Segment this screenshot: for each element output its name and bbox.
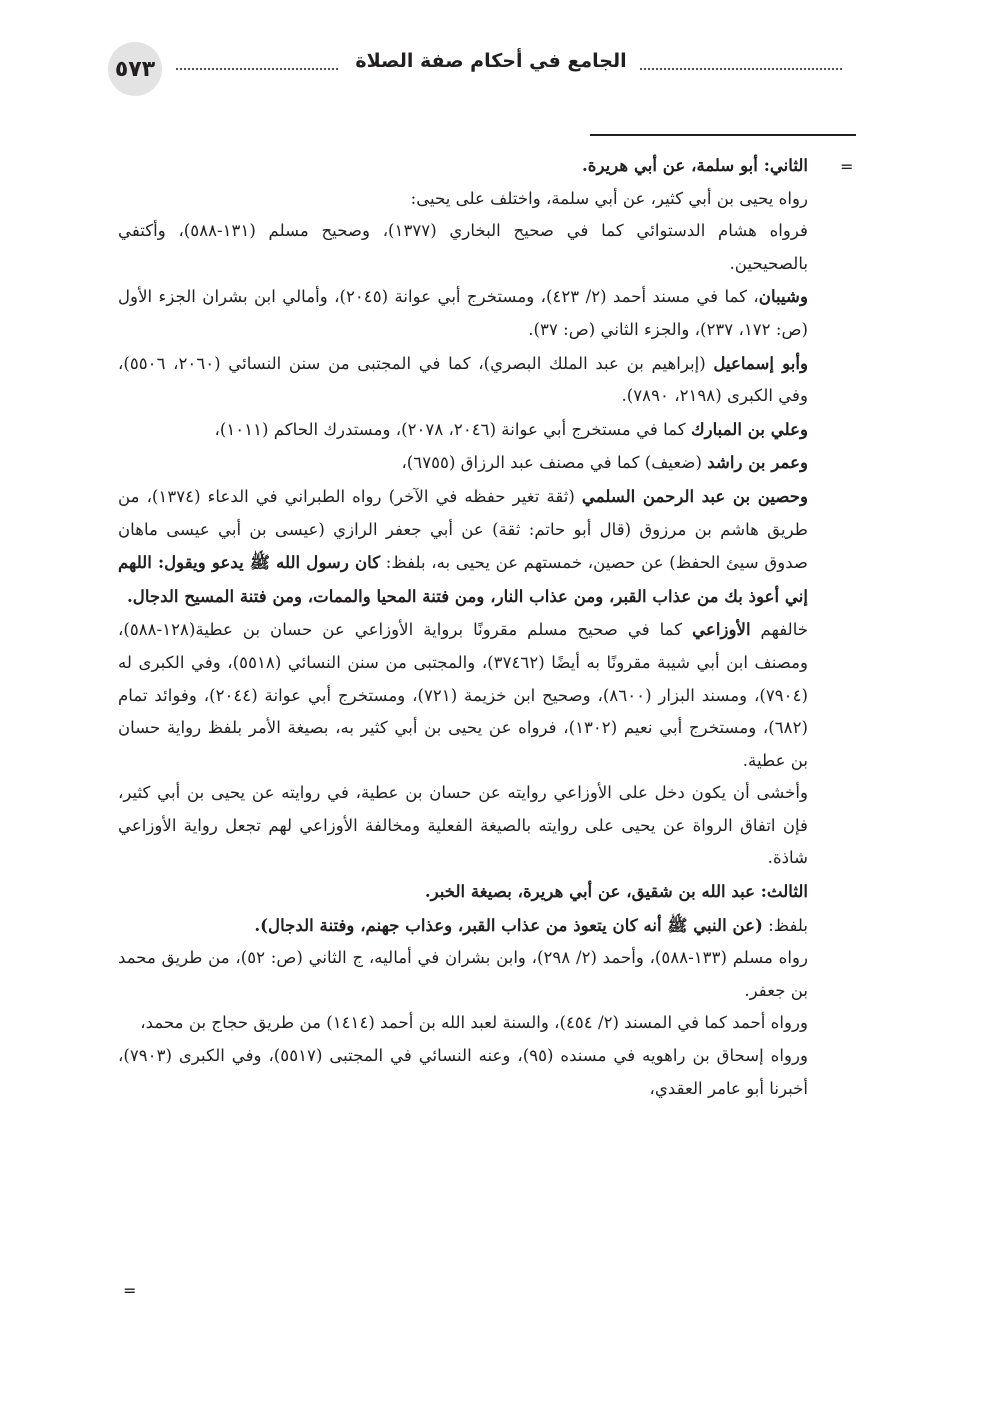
- bold-text: وشيبان: [758, 286, 808, 307]
- paragraph: [118, 480, 808, 613]
- bold-text: وعلي بن المبارك: [690, 418, 808, 439]
- text: (ضعيف) كما في مصنف عبد الرزاق (٦٧٥٥)،: [401, 453, 708, 473]
- bold-text: الثالث: عبد الله بن شقيق، عن أبي هريرة، بصيغة الخبر.: [424, 881, 808, 902]
- continuation-mark-top: =: [840, 157, 854, 176]
- header-dotted-leader-right: [640, 58, 842, 70]
- bold-text: الثاني: أبو سلمة، عن أبي هريرة.: [582, 155, 808, 175]
- paragraph: [118, 446, 808, 480]
- footnote-body: [118, 149, 808, 1105]
- text: وأخشى أن يكون دخل على الأوزاعي روايته عن حسان بن عطية، في روايته عن يحيى بن أبي كثير، فإن اتفاق الرواة عن يحيى على روايته بالصيغة الفعلية ومخالفة الأوزاعي لهم تجعل رواية الأوزاعي شاذة.: [118, 783, 808, 868]
- continuation-mark-bottom: =: [123, 1281, 137, 1300]
- text: كما في مستخرج أبي عوانة (٢٠٤٦، ٢٠٧٨)، ومستدرك الحاكم (١٠١١)،: [214, 419, 691, 439]
- paragraph: [118, 1007, 808, 1040]
- paragraph: [118, 149, 808, 183]
- bold-text: وحصين بن عبد الرحمن السلمي: [581, 485, 809, 506]
- text: فرواه هشام الدستوائي كما في صحيح البخاري (١٣٧٧)، وصحيح مسلم (١٣١-٥٨٨)، وأكتفي بالصحيحين.: [118, 221, 808, 273]
- paragraph: [118, 280, 808, 346]
- footnote-separator-rule: [590, 134, 856, 136]
- bold-text: (عن النبي ﷺ أنه كان يتعوذ من عذاب القبر، وعذاب جهنم، وفتنة الدجال).: [254, 914, 763, 935]
- paragraph: [118, 613, 808, 777]
- text: رواه مسلم (١٣٣-٥٨٨)، وأحمد (٢/ ٢٩٨)، وابن بشران في أماليه، ج الثاني (ص: ٥٢)، من طريق محمد بن جعفر.: [118, 948, 808, 1000]
- paragraph: [118, 909, 808, 943]
- page-number: ٥٧٣: [108, 42, 162, 96]
- text: (إبراهيم بن عبد الملك البصري)، كما في المجتبى من سنن النسائي (٢٠٦٠، ٥٥٠٦)، وفي الكبرى (٢١٩٨، ٧٨٩٠).: [118, 353, 808, 406]
- paragraph: [118, 183, 808, 216]
- text: (ثقة تغير حفظه في الآخر) رواه الطبراني في الدعاء (١٣٧٤)، من طريق هاشم بن مرزوق (قال أبو حاتم: ثقة) عن أبي جعفر الرازي (عيسى بن أبي عيسى ماهان صدوق سيئ الحفظ) عن حصين، خمستهم عن يحيى به، بلفظ:: [118, 486, 809, 573]
- text: ، كما في مسند أحمد (٢/ ٤٢٣)، ومستخرج أبي عوانة (٢٠٤٥)، وأمالي ابن بشران الجزء الأول (ص: ١٧٢، ٢٣٧)، والجزء الثاني (ص: ٣٧).: [118, 287, 808, 339]
- paragraph: [118, 875, 808, 909]
- paragraph: [118, 1040, 808, 1105]
- text: ورواه إسحاق بن راهويه في مسنده (٩٥)، وعنه النسائي في المجتبى (٥٥١٧)، وفي الكبرى (٧٩٠٣)، أخبرنا أبو عامر العقدي،: [118, 1046, 809, 1098]
- paragraph: [118, 347, 808, 413]
- text: رواه يحيى بن أبي كثير، عن أبي سلمة، واختلف على يحيى:: [410, 188, 808, 208]
- bold-text: وعمر بن راشد: [707, 452, 808, 473]
- paragraph: [118, 942, 808, 1007]
- text: ورواه أحمد كما في المسند (٢/ ٤٥٤)، والسنة لعبد الله بن أحمد (١٤١٤) من طريق حجاج بن محمد،: [140, 1013, 808, 1033]
- paragraph: [118, 777, 808, 875]
- bold-text: وأبو إسماعيل: [713, 352, 809, 373]
- text: كما في صحيح مسلم مقرونًا برواية الأوزاعي عن حسان بن عطية(١٢٨-٥٨٨)، ومصنف ابن أبي شيبة مقرونًا به أيضًا (٣٧٤٦٢)، والمجتبى من سنن النسائي (٥٥١٨)، وفي الكبرى له (٧٩٠٤)، ومسند البزار (٨٦٠٠)، وصحيح ابن خزيمة (٧٢١)، ومستخرج أبي عوانة (٢٠٤٤)، وفوائد تمام (٦٨٢)، ومستخرج أبي نعيم (١٣٠٢)، فرواه عن يحيى بن أبي كثير به، بصيغة الأمر بلفظ رواية حسان بن عطية.: [118, 620, 808, 770]
- text: خالفهم: [750, 620, 809, 640]
- paragraph: [118, 413, 808, 447]
- bold-text: كان رسول الله ﷺ يدعو ويقول: اللهم إني أعوذ بك من عذاب القبر، ومن عذاب النار، ومن فتنة المحيا والممات، ومن فتنة المسيح الدجال.: [118, 552, 808, 606]
- running-title: الجامع في أحكام صفة الصلاة: [355, 50, 627, 72]
- paragraph: [118, 215, 808, 280]
- bold-text: الأوزاعي: [692, 619, 751, 640]
- text: بلفظ:: [762, 915, 808, 935]
- header-dotted-leader-left: [176, 58, 338, 70]
